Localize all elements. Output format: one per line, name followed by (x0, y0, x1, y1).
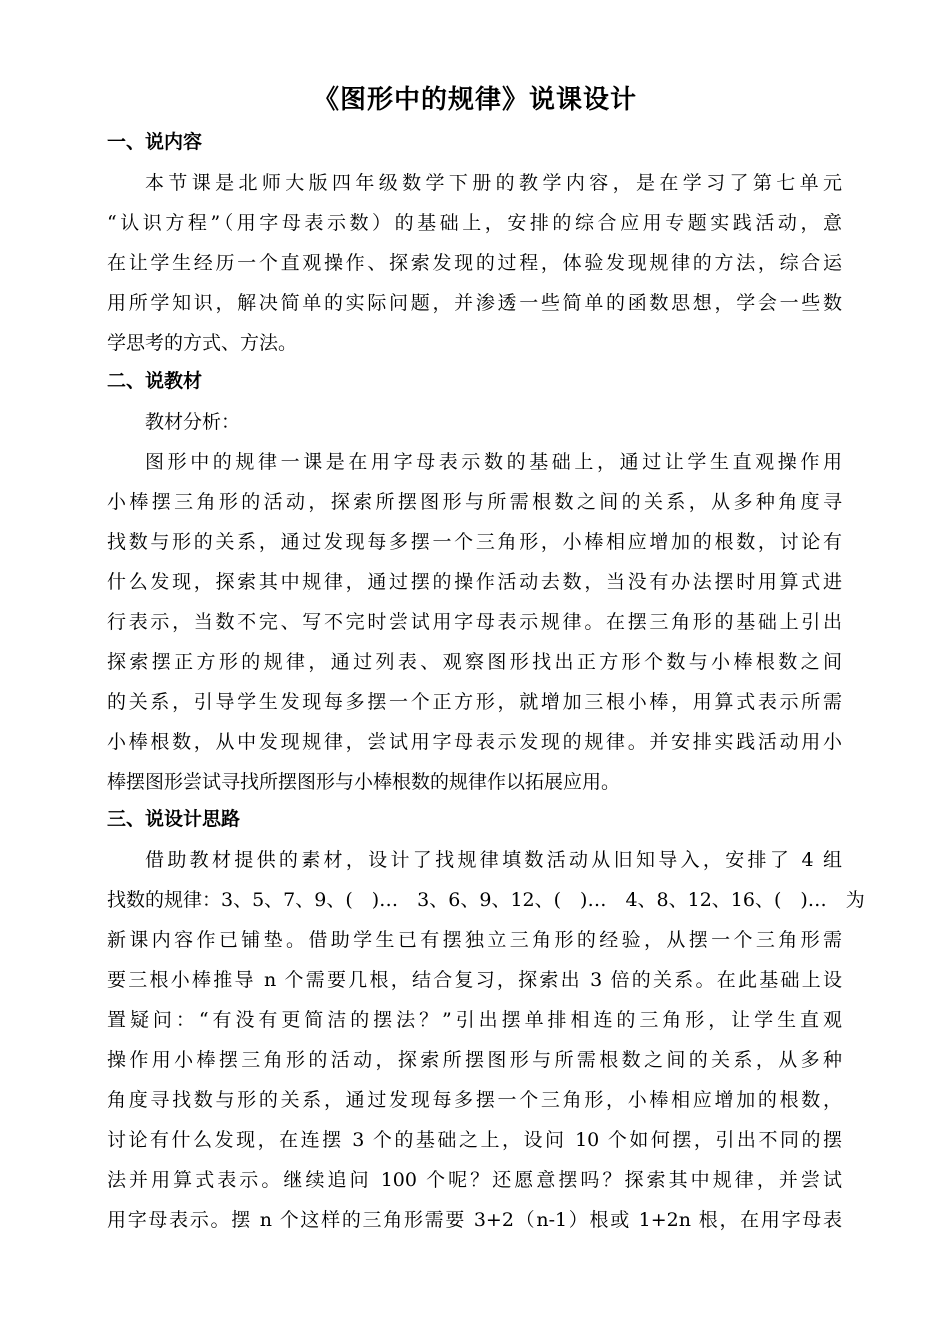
paragraph-line: 在让学生经历一个直观操作、探索发现的过程，体验发现规律的方法，综合运 (107, 252, 842, 274)
paragraph-line: 的关系，引导学生发现每多摆一个正方形，就增加三根小棒，用算式表示所需 (107, 691, 842, 713)
paragraph-line: 小棒摆三角形的活动，探索所摆图形与所需根数之间的关系，从多种角度寻 (107, 491, 842, 513)
paragraph-line: 法并用算式表示。继续追问 100 个呢？还愿意摆吗？探索其中规律，并尝试 (107, 1169, 842, 1191)
paragraph-line: 讨论有什么发现，在连摆 3 个的基础之上，设问 10 个如何摆，引出不同的摆 (107, 1129, 842, 1151)
section-heading-design: 三、说设计思路 (107, 808, 241, 830)
paragraph-line: 图形中的规律一课是在用字母表示数的基础上，通过让学生直观操作用 (145, 451, 842, 473)
paragraph-line: 小棒根数，从中发现规律，尝试用字母表示发现的规律。并安排实践活动用小 (107, 731, 842, 753)
paragraph-line: 角度寻找数与形的关系，通过发现每多摆一个三角形，小棒相应增加的根数， (107, 1089, 842, 1111)
paragraph-line: “认识方程”（用字母表示数）的基础上，安排的综合应用专题实践活动，意 (107, 212, 842, 234)
section-design-paragraph (107, 840, 865, 1240)
document-title: 《图形中的规律》说课设计 (312, 85, 637, 115)
textbook-analysis-label: 教材分析： (145, 411, 241, 433)
paragraph-line: 行表示，当数不完、写不完时尝试用字母表示规律。在摆三角形的基础上引出 (107, 611, 842, 633)
paragraph-line: 置疑问：“有没有更简洁的摆法？”引出摆单排相连的三角形，让学生直观 (107, 1009, 842, 1031)
paragraph-line: 用所学知识，解决简单的实际问题，并渗透一些简单的函数思想，学会一些数 (107, 292, 842, 314)
section-content-paragraph (107, 163, 842, 363)
paragraph-line: 借助教材提供的素材，设计了找规律填数活动从旧知导入，安排了 4 组 (145, 849, 842, 871)
section-textbook-paragraph (107, 442, 842, 802)
paragraph-line: 探索摆正方形的规律，通过列表、观察图形找出正方形个数与小棒根数之间 (107, 651, 842, 673)
paragraph-line: 本节课是北师大版四年级数学下册的教学内容，是在学习了第七单元 (145, 172, 842, 194)
paragraph-line: 找数的规律：3、5、7、9、( )… 3、6、9、12、( )… 4、8、12、16、( )… 为 (107, 889, 865, 911)
paragraph-line: 新课内容作已铺垫。借助学生已有摆独立三角形的经验，从摆一个三角形需 (107, 929, 842, 951)
section-heading-content: 一、说内容 (107, 131, 203, 153)
paragraph-line: 操作用小棒摆三角形的活动，探索所摆图形与所需根数之间的关系，从多种 (107, 1049, 842, 1071)
paragraph-line: 学思考的方式、方法。 (107, 332, 298, 354)
paragraph-line: 找数与形的关系，通过发现每多摆一个三角形，小棒相应增加的根数，讨论有 (107, 531, 842, 553)
paragraph-line: 用字母表示。摆 n 个这样的三角形需要 3+2（n-1）根或 1+2n 根，在用字母表 (107, 1209, 842, 1231)
paragraph-line: 棒摆图形尝试寻找所摆图形与小棒根数的规律作以拓展应用。 (107, 771, 621, 793)
paragraph-line: 什么发现，探索其中规律，通过摆的操作活动去数，当没有办法摆时用算式进 (107, 571, 842, 593)
section-heading-textbook: 二、说教材 (107, 370, 203, 392)
paragraph-line: 要三根小棒推导 n 个需要几根，结合复习，探索出 3 倍的关系。在此基础上设 (107, 969, 842, 991)
